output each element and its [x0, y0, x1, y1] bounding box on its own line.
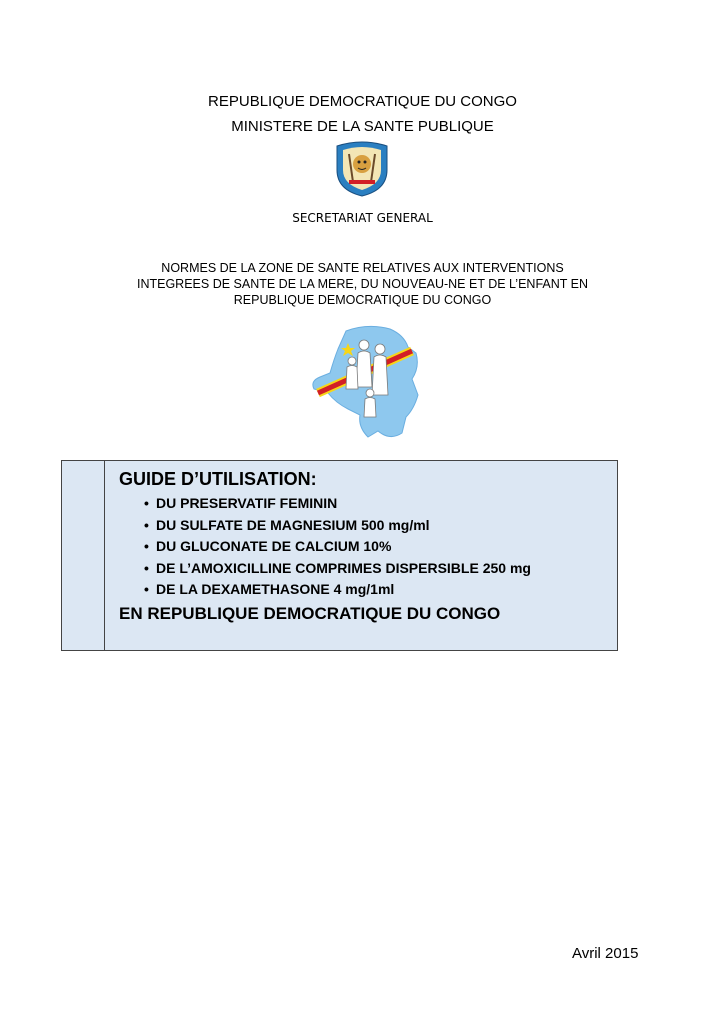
guide-title: GUIDE D’UTILISATION:	[119, 469, 317, 489]
coat-of-arms-seal-icon	[331, 140, 393, 198]
guide-box	[61, 460, 618, 651]
drc-map-with-family-icon	[308, 323, 424, 443]
guide-item-list	[144, 493, 531, 601]
bullet-icon: •	[144, 495, 149, 511]
bullet-icon: •	[144, 516, 149, 533]
country-title: REPUBLIQUE DEMOCRATIQUE DU CONGO	[208, 93, 517, 110]
secretariat-general: SECRETARIAT GENERAL	[292, 211, 433, 225]
list-item-label: DU SULFATE DE MAGNESIUM 500 mg/ml	[156, 516, 430, 533]
document-date: Avril 2015	[572, 945, 639, 962]
list-item-label: DU GLUCONATE DE CALCIUM 10%	[156, 538, 392, 554]
list-item	[144, 493, 531, 515]
list-item	[144, 536, 531, 558]
list-item-label: DE LA DEXAMETHASONE 4 mg/1ml	[156, 581, 395, 597]
norms-title-line: NORMES DE LA ZONE DE SANTE RELATIVES AUX INTERVENTIONS	[161, 261, 564, 275]
norms-title-line: INTEGREES DE SANTE DE LA MERE, DU NOUVEAU-NE ET DE L’ENFANT EN	[136, 277, 589, 291]
bullet-icon: •	[144, 538, 149, 554]
guide-footer: EN REPUBLIQUE DEMOCRATIQUE DU CONGO	[119, 604, 501, 623]
list-item	[144, 579, 531, 601]
list-item	[144, 558, 531, 580]
norms-title-line: REPUBLIQUE DEMOCRATIQUE DU CONGO	[233, 293, 492, 307]
bullet-icon: •	[144, 581, 149, 597]
list-item-label: DE L’AMOXICILLINE COMPRIMES DISPERSIBLE 250 mg	[156, 559, 531, 576]
box-gutter	[62, 461, 105, 650]
bullet-icon: •	[144, 559, 149, 576]
list-item-label: DU PRESERVATIF FEMININ	[156, 495, 338, 511]
list-item	[144, 515, 531, 537]
ministry-title: MINISTERE DE LA SANTE PUBLIQUE	[231, 118, 494, 135]
